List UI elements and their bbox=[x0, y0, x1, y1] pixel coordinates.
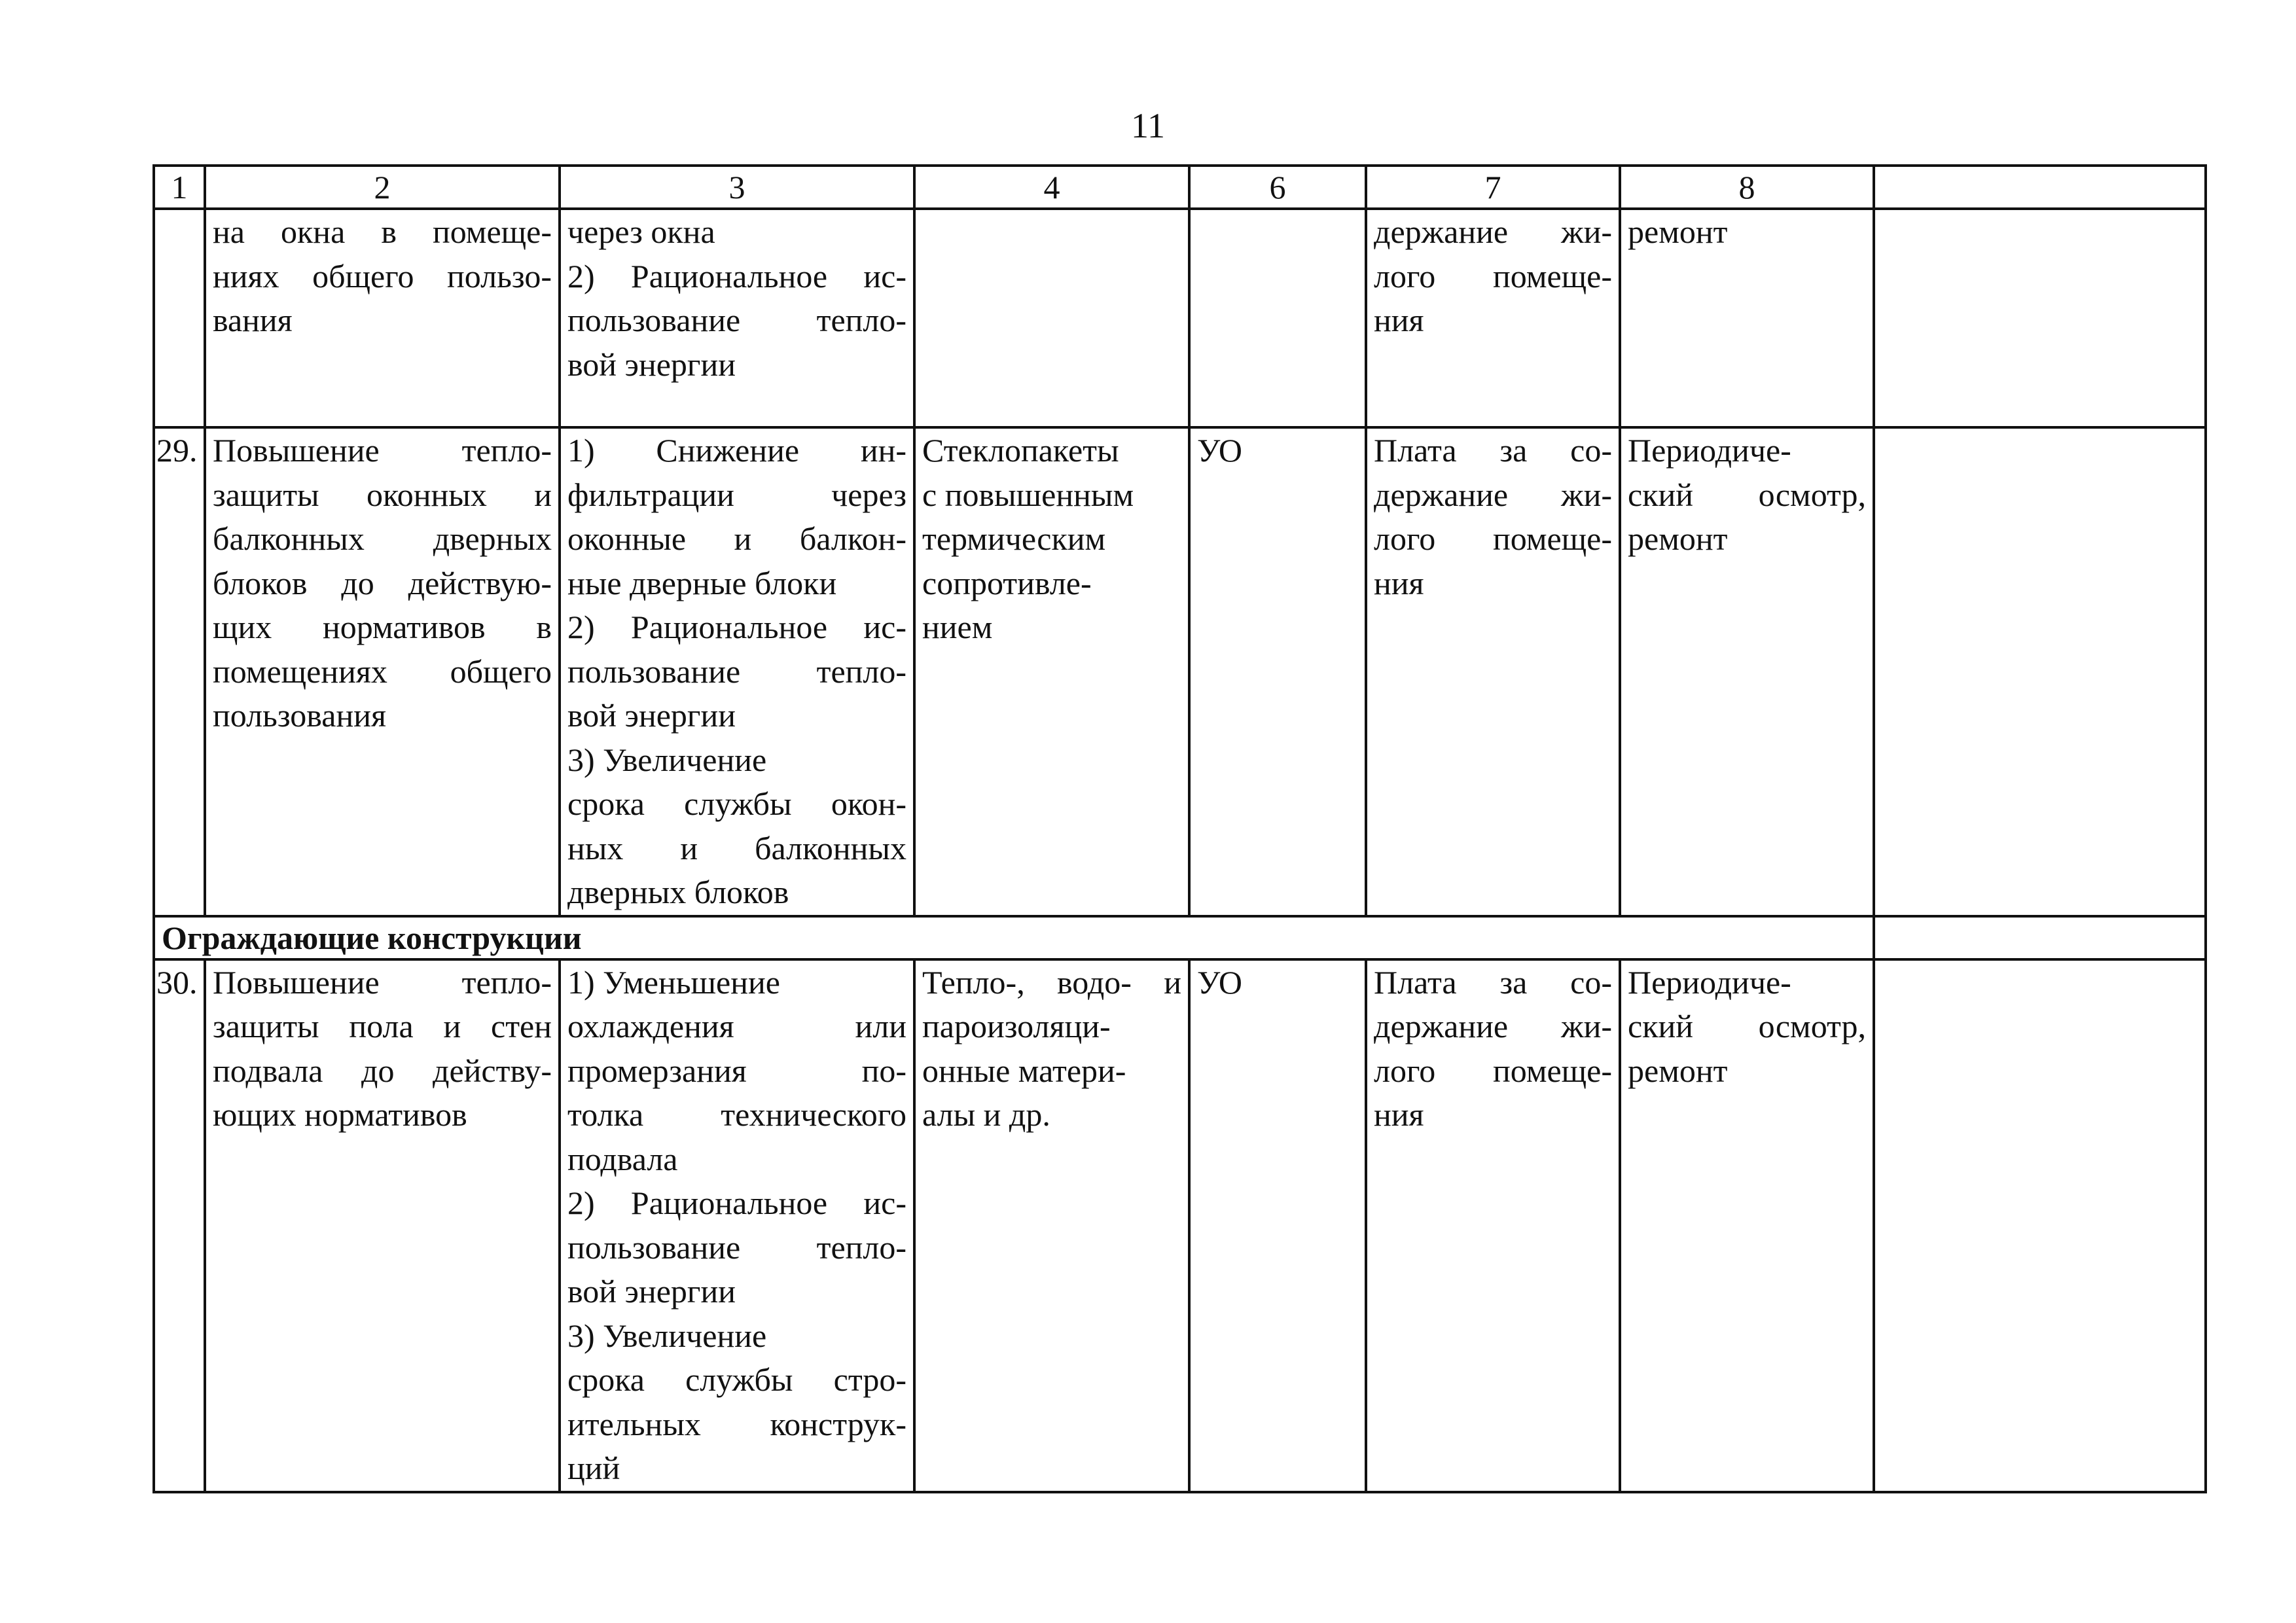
text-line: на окна в помеще- bbox=[213, 213, 552, 250]
text-line: Повышение тепло- bbox=[213, 963, 552, 1001]
table-row-continued bbox=[154, 209, 2206, 427]
control-cell bbox=[1620, 209, 1874, 427]
text-line: ния bbox=[1374, 1096, 1424, 1133]
text-line: 3) Увеличение bbox=[567, 1317, 767, 1354]
text-line: ремонт bbox=[1628, 1052, 1728, 1089]
table-header-row bbox=[154, 166, 2206, 209]
text-line: ные дверные блоки bbox=[567, 564, 837, 601]
executor-cell: УО bbox=[1189, 427, 1366, 916]
materials-cell bbox=[914, 427, 1189, 916]
text-line: подвала до действу- bbox=[213, 1052, 552, 1089]
row-number-cell bbox=[154, 209, 205, 427]
measure-cell bbox=[205, 427, 560, 916]
text-line: 2) Рациональное ис- bbox=[567, 257, 906, 294]
text-line: термическим bbox=[922, 520, 1106, 557]
text-line: ций bbox=[567, 1450, 620, 1486]
section-title: Ограждающие конструкции bbox=[154, 916, 1874, 959]
text-line: лого помеще- bbox=[1374, 1052, 1612, 1089]
text-line: помещениях общего bbox=[213, 652, 552, 690]
table-row-29 bbox=[154, 427, 2206, 916]
text-line: 2) Рациональное ис- bbox=[567, 1185, 906, 1221]
header-cell-1: 1 bbox=[154, 166, 205, 209]
header-cell-4: 4 bbox=[914, 166, 1189, 209]
text-line: фильтрации через bbox=[567, 476, 906, 513]
text-line: промерзания по- bbox=[567, 1052, 906, 1089]
text-line: через окна bbox=[567, 213, 715, 250]
empty-cell bbox=[1874, 209, 2206, 427]
text-line: 2) Рациональное ис- bbox=[567, 609, 906, 645]
text-line: ющих нормативов bbox=[213, 1096, 467, 1133]
text-line: пользование тепло- bbox=[567, 302, 906, 338]
text-line: 1) Уменьшение bbox=[567, 963, 780, 1001]
measure-cell bbox=[205, 209, 560, 427]
text-line: ниях общего пользо- bbox=[213, 257, 552, 294]
executor-cell: УО bbox=[1189, 959, 1366, 1492]
section-row bbox=[154, 916, 2206, 959]
effect-cell bbox=[560, 209, 914, 427]
text-line: ительных конструк- bbox=[567, 1405, 906, 1442]
effect-cell bbox=[560, 959, 914, 1492]
empty-cell bbox=[1874, 427, 2206, 916]
measure-cell bbox=[205, 959, 560, 1492]
text-line: балконных дверных bbox=[213, 520, 552, 557]
empty-cell bbox=[1874, 959, 2206, 1492]
control-cell bbox=[1620, 959, 1874, 1492]
text-line: держание жи- bbox=[1374, 213, 1612, 250]
text-line: блоков до действую- bbox=[213, 564, 552, 601]
executor-cell bbox=[1189, 209, 1366, 427]
text-line: нием bbox=[922, 609, 993, 645]
text-line: лого помеще- bbox=[1374, 520, 1612, 557]
funding-cell bbox=[1366, 209, 1620, 427]
header-cell-8: 8 bbox=[1620, 166, 1874, 209]
text-line: пользования bbox=[213, 697, 386, 734]
text-line: онные матери- bbox=[922, 1052, 1126, 1089]
text-line: ных и балконных bbox=[567, 829, 906, 866]
text-line: Тепло-, водо- и bbox=[922, 963, 1181, 1001]
text-line: защиты пола и стен bbox=[213, 1008, 552, 1044]
text-line: держание жи- bbox=[1374, 1008, 1612, 1044]
text-line: Периодиче- bbox=[1628, 963, 1791, 1001]
text-line: вой энергии bbox=[567, 1273, 736, 1310]
text-line: Плата за со- bbox=[1374, 963, 1612, 1001]
row-number-cell: 29. bbox=[154, 427, 205, 916]
text-line: сопротивле- bbox=[922, 564, 1092, 601]
text-line: пароизоляци- bbox=[922, 1008, 1111, 1044]
regulation-table bbox=[152, 164, 2207, 1493]
header-cell-3: 3 bbox=[560, 166, 914, 209]
text-line: вой энергии bbox=[567, 346, 736, 383]
materials-cell bbox=[914, 959, 1189, 1492]
text-line: оконные и балкон- bbox=[567, 520, 906, 557]
text-line: толка технического bbox=[567, 1096, 906, 1133]
header-cell-empty bbox=[1874, 166, 2206, 209]
text-line: ремонт bbox=[1628, 213, 1728, 250]
text-line: пользование тепло- bbox=[567, 652, 906, 690]
text-line: подвала bbox=[567, 1140, 678, 1177]
text-line: вой энергии bbox=[567, 697, 736, 734]
text-line: срока службы стро- bbox=[567, 1361, 906, 1398]
text-line: щих нормативов в bbox=[213, 609, 552, 645]
text-line: срока службы окон- bbox=[567, 785, 906, 822]
text-line: Повышение тепло- bbox=[213, 432, 552, 469]
page-number: 11 bbox=[1131, 106, 1165, 145]
text-line: Стеклопакеты bbox=[922, 432, 1119, 469]
header-cell-7: 7 bbox=[1366, 166, 1620, 209]
text-line: алы и др. bbox=[922, 1096, 1050, 1133]
text-line: защиты оконных и bbox=[213, 476, 552, 513]
text-line: 1) Снижение ин- bbox=[567, 432, 906, 469]
text-line: Плата за со- bbox=[1374, 432, 1612, 469]
header-cell-6: 6 bbox=[1189, 166, 1366, 209]
text-line: ремонт bbox=[1628, 520, 1728, 557]
text-line: держание жи- bbox=[1374, 476, 1612, 513]
text-line: ния bbox=[1374, 302, 1424, 338]
text-line: ский осмотр, bbox=[1628, 476, 1866, 513]
text-line: 3) Увеличение bbox=[567, 741, 767, 778]
header-cell-2: 2 bbox=[205, 166, 560, 209]
text-line: дверных блоков bbox=[567, 874, 789, 910]
control-cell bbox=[1620, 427, 1874, 916]
funding-cell bbox=[1366, 427, 1620, 916]
text-line: с повышенным bbox=[922, 476, 1134, 513]
text-line: охлаждения или bbox=[567, 1008, 906, 1044]
text-line: Периодиче- bbox=[1628, 432, 1791, 469]
text-line: ский осмотр, bbox=[1628, 1008, 1866, 1044]
materials-cell bbox=[914, 209, 1189, 427]
empty-cell bbox=[1874, 916, 2206, 959]
text-line: ния bbox=[1374, 564, 1424, 601]
text-line: пользование тепло- bbox=[567, 1228, 906, 1266]
text-line: вания bbox=[213, 302, 293, 338]
funding-cell bbox=[1366, 959, 1620, 1492]
effect-cell bbox=[560, 427, 914, 916]
text-line: лого помеще- bbox=[1374, 257, 1612, 294]
row-number-cell: 30. bbox=[154, 959, 205, 1492]
table-row-30 bbox=[154, 959, 2206, 1492]
